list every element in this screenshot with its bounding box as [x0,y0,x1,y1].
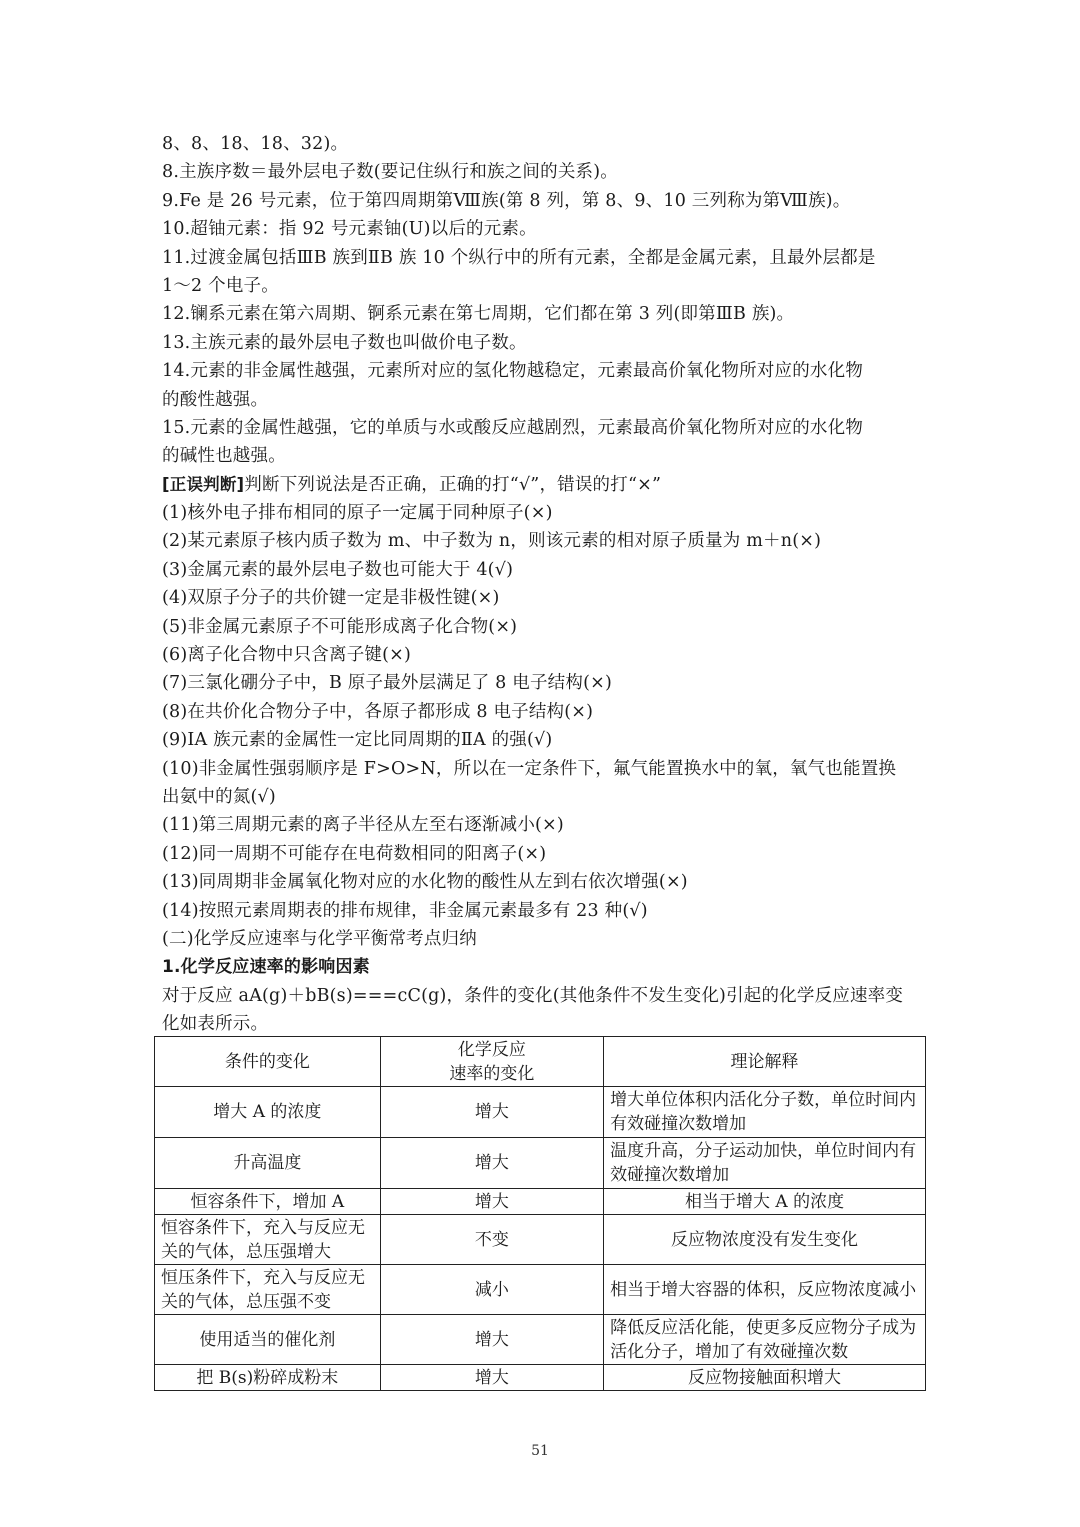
text-line: 13.主族元素的最外层电子数也叫做价电子数。 [162,332,527,353]
table-row [155,1365,926,1391]
page-number: 51 [531,1443,549,1459]
text-line: 1～2 个电子。 [162,275,279,296]
judgment-item: (6)离子化合物中只含离子键(×) [162,645,412,666]
judgment-tag: [正误判断] [162,474,245,494]
cell-condition: 把 B(s)粉碎成粉末 [155,1365,381,1391]
judgment-item: (2)某元素原子核内质子数为 m、中子数为 n，则该元素的相对原子质量为 m＋n(×) [162,531,822,552]
judgment-item: (13)同周期非金属氧化物对应的水化物的酸性从左到右依次增强(×) [162,872,688,893]
section-title: (二)化学反应速率与化学平衡常考点归纳 [162,928,477,949]
cell-rate-change: 减小 [380,1265,603,1315]
cell-condition: 增大 A 的浓度 [155,1087,381,1138]
table-row [155,1315,926,1365]
table-row [155,1265,926,1315]
cell-rate-change: 增大 [380,1365,603,1391]
table-row [155,1138,926,1189]
text-line: 的酸性越强。 [162,389,269,410]
judgment-item: (8)在共价化合物分子中，各原子都形成 8 电子结构(×) [162,701,594,722]
table-row [155,1189,926,1215]
judgment-item: (7)三氯化硼分子中，B 原子最外层满足了 8 电子结构(×) [162,673,612,694]
cell-rate-change: 不变 [380,1215,603,1265]
cell-explanation: 增大单位体积内活化分子数，单位时间内有效碰撞次数增加 [604,1087,926,1138]
judgment-heading [162,471,924,499]
rate-factors-table [154,1036,926,1391]
text-line: 11.过渡金属包括ⅢB 族到ⅡB 族 10 个纵行中的所有元素，全都是金属元素，且最外层都是 [162,247,876,268]
cell-explanation: 温度升高，分子运动加快，单位时间内有效碰撞次数增加 [604,1138,926,1189]
header-explanation: 理论解释 [604,1037,926,1087]
judgment-item: (10)非金属性强弱顺序是 F>O>N，所以在一定条件下，氟气能置换水中的氧，氧气也能置换 [162,758,897,779]
section-intro: 化如表所示。 [162,1014,269,1035]
cell-explanation: 相当于增大 A 的浓度 [604,1189,926,1215]
cell-explanation: 相当于增大容器的体积，反应物浓度减小 [604,1265,926,1315]
judgment-item: (3)金属元素的最外层电子数也可能大于 4(√) [162,559,514,580]
cell-explanation: 反应物接触面积增大 [604,1365,926,1391]
table-header-row [155,1037,926,1087]
text-line: 14.元素的非金属性越强，元素所对应的氢化物越稳定，元素最高价氧化物所对应的水化物 [162,361,864,382]
judgment-item: (1)核外电子排布相同的原子一定属于同种原子(×) [162,503,553,524]
content-area [162,130,924,1039]
table-row [155,1215,926,1265]
table-row [155,1087,926,1138]
cell-rate-change: 增大 [380,1189,603,1215]
text-line: 9.Fe 是 26 号元素，位于第四周期第Ⅷ族(第 8 列，第 8、9、10 三列称为第Ⅷ族)。 [162,190,851,211]
header-condition: 条件的变化 [155,1037,381,1087]
cell-condition: 恒容条件下，增加 A [155,1189,381,1215]
text-line: 8、8、18、18、32)。 [162,134,349,154]
cell-condition: 恒容条件下，充入与反应无关的气体，总压强增大 [155,1215,381,1265]
cell-rate-change: 增大 [380,1087,603,1138]
cell-condition: 升高温度 [155,1138,381,1189]
cell-rate-change: 增大 [380,1315,603,1365]
judgment-intro: 判断下列说法是否正确，正确的打“√”，错误的打“×” [244,474,662,495]
text-line: 12.镧系元素在第六周期、锕系元素在第七周期，它们都在第 3 列(即第ⅢB 族)。 [162,304,795,325]
header-rate-change: 化学反应 速率的变化 [380,1037,603,1087]
text-line: 的碱性也越强。 [162,446,286,467]
text-line: 15.元素的金属性越强，它的单质与水或酸反应越剧烈，元素最高价氧化物所对应的水化物 [162,417,864,438]
section-subtitle: 1.化学反应速率的影响因素 [162,957,370,978]
text-line: 10.超铀元素：指 92 号元素铀(U)以后的元素。 [162,219,537,240]
cell-condition: 使用适当的催化剂 [155,1315,381,1365]
text-line: 8.主族序数＝最外层电子数(要记住纵行和族之间的关系)。 [162,162,618,183]
judgment-item: (9)ⅠA 族元素的金属性一定比同周期的ⅡA 的强(√) [162,730,553,751]
judgment-item: (5)非金属元素原子不可能形成离子化合物(×) [162,616,518,637]
judgment-item: 出氨中的氮(√) [162,786,276,807]
judgment-item: (11)第三周期元素的离子半径从左至右逐渐减小(×) [162,815,564,836]
judgment-item: (4)双原子分子的共价键一定是非极性键(×) [162,588,500,609]
cell-rate-change: 增大 [380,1138,603,1189]
cell-condition: 恒压条件下，充入与反应无关的气体，总压强不变 [155,1265,381,1315]
cell-explanation: 降低反应活化能，使更多反应物分子成为活化分子，增加了有效碰撞次数 [604,1315,926,1365]
cell-explanation: 反应物浓度没有发生变化 [604,1215,926,1265]
section-intro: 对于反应 aA(g)＋bB(s)===cC(g)，条件的变化(其他条件不发生变化)引起的化学反应速率变 [162,985,904,1006]
judgment-item: (14)按照元素周期表的排布规律，非金属元素最多有 23 种(√) [162,900,648,921]
judgment-item: (12)同一周期不可能存在电荷数相同的阳离子(×) [162,843,547,864]
